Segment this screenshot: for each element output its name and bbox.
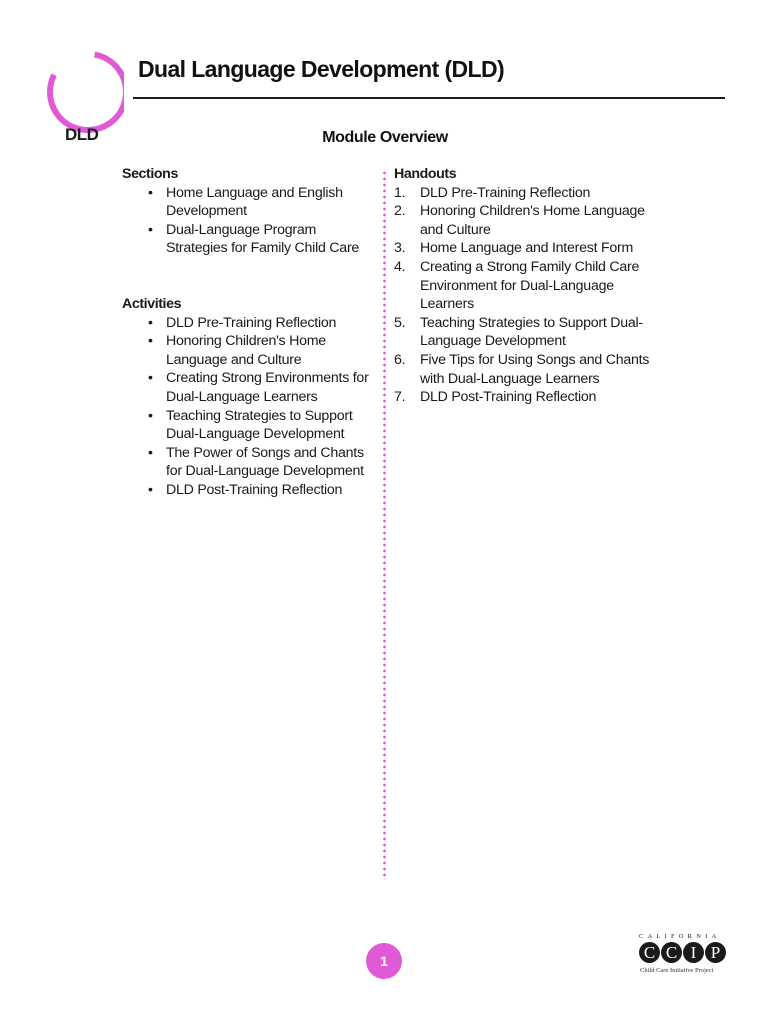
bullet-icon: • (148, 314, 153, 331)
handouts-heading: Handouts (394, 166, 457, 182)
activities-heading: Activities (122, 295, 182, 312)
list-item: • Dual-Language Program Strategies for Family Child Care (148, 221, 360, 257)
bullet-icon: • (148, 370, 153, 387)
list-item: 5. Teaching Strategies to Support Dual-Language Development (394, 314, 643, 350)
page-number: 1 (366, 943, 402, 979)
overview-heading: Module Overview (322, 129, 448, 146)
list-item: 3. Home Language and Interest Form (394, 240, 634, 257)
logo-letter: I (683, 942, 704, 963)
title-divider (133, 97, 725, 99)
handouts-list (394, 184, 654, 407)
list-item: • Home Language and English Development (148, 184, 343, 220)
list-item: • Teaching Strategies to Support Dual-Language Development (148, 407, 353, 443)
list-item: • Honoring Children's Home Language and Culture (148, 333, 326, 368)
logo-letter: C (639, 942, 660, 963)
module-badge (44, 46, 122, 144)
bullet-icon: • (148, 221, 153, 238)
logo-letters (639, 942, 727, 966)
list-item: • The Power of Songs and Chants for Dual-Language Development (148, 444, 364, 480)
list-item: • Creating Strong Environments for Dual-Language Learners (148, 370, 369, 405)
list-item: 4. Creating a Strong Family Child Care Environment for Dual-Language Learners (394, 258, 640, 313)
column-divider (383, 170, 386, 880)
list-item: 7. DLD Post-Training Reflection (394, 389, 597, 406)
logo-bottom-text: Child Care Initiative Project (640, 967, 714, 974)
logo-letter: P (705, 942, 726, 963)
left-column (122, 165, 380, 500)
page-title: Dual Language Development (DLD) (138, 56, 505, 82)
logo-top-text: CALIFORNIA (639, 933, 721, 940)
list-item: 6. Five Tips for Using Songs and Chants with Dual-Language Learners (394, 351, 650, 387)
bullet-icon: • (148, 481, 153, 498)
logo-letter: C (661, 942, 682, 963)
list-item: 1. DLD Pre-Training Reflection (394, 184, 591, 201)
right-column (394, 165, 654, 407)
bullet-icon: • (148, 444, 153, 461)
bullet-icon: • (148, 407, 153, 424)
list-item: 2. Honoring Children's Home Language and Culture (394, 203, 645, 238)
list-item: • DLD Pre-Training Reflection (148, 314, 337, 331)
bullet-icon: • (148, 184, 153, 201)
sections-list (122, 184, 380, 258)
activities-list (122, 314, 380, 500)
ccip-logo (637, 933, 727, 979)
list-item: • DLD Post-Training Reflection (148, 481, 343, 498)
bullet-icon: • (148, 333, 153, 350)
sections-heading: Sections (122, 166, 178, 182)
badge-label: DLD (65, 125, 99, 144)
